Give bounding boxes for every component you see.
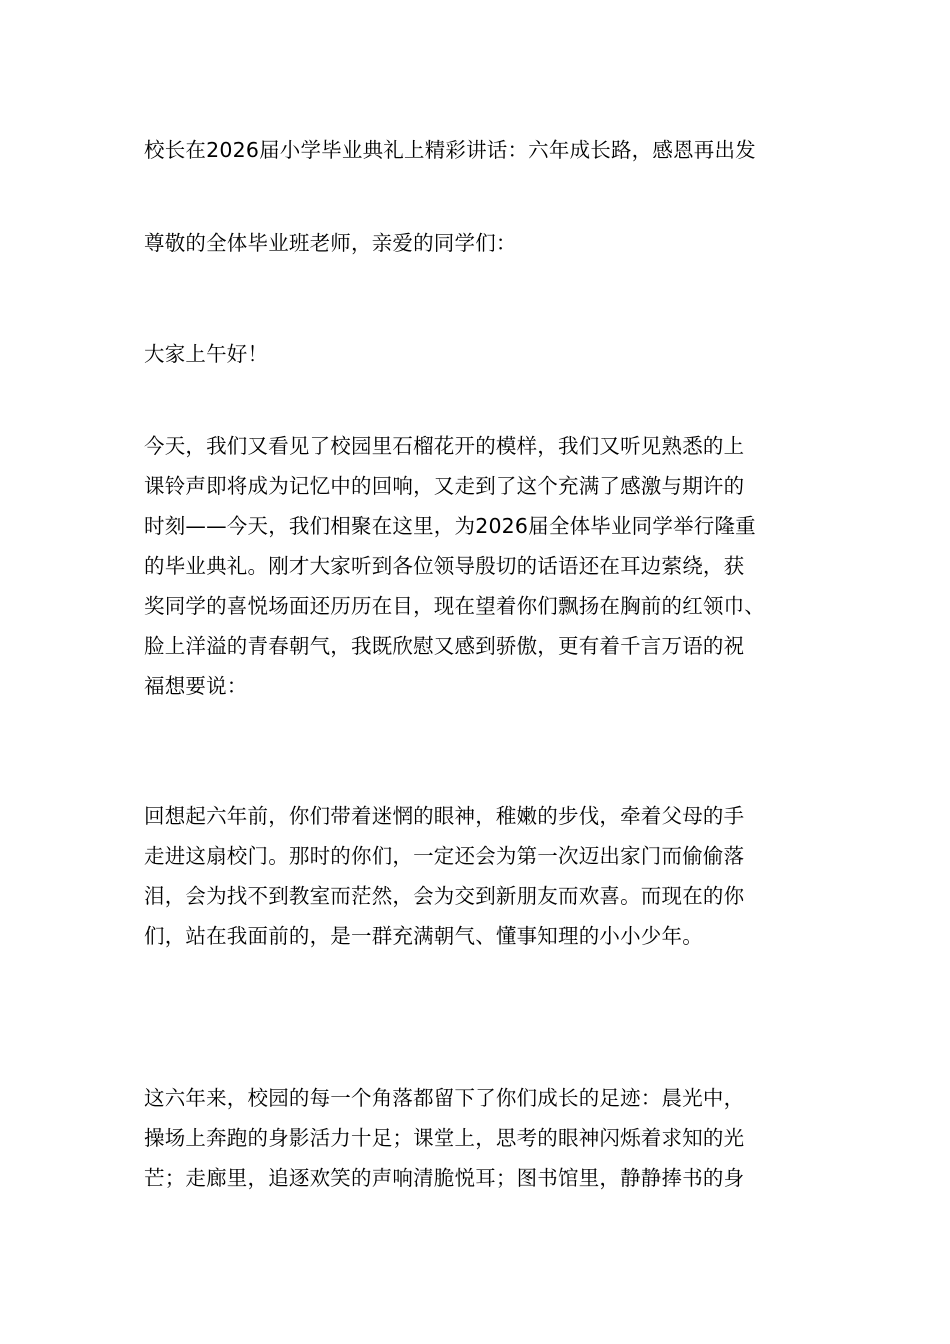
greeting-text: 大家上午好！ — [144, 342, 269, 366]
paragraph-line: 回想起六年前，你们带着迷惘的眼神，稚嫩的步伐，牵着父母的手 — [144, 804, 745, 828]
paragraph-line: 们，站在我面前的，是一群充满朝气、懂事知理的小小少年。 — [144, 924, 703, 948]
paragraph-line: 泪，会为找不到教室而茫然，会为交到新朋友而欢喜。而现在的你 — [144, 884, 745, 908]
paragraph-line: 的毕业典礼。刚才大家听到各位领导殷切的话语还在耳边萦绕，获 — [144, 554, 745, 578]
paragraph-line: 操场上奔跑的身影活力十足；课堂上，思考的眼神闪烁着求知的光 — [144, 1126, 745, 1150]
salutation-text: 尊敬的全体毕业班老师，亲爱的同学们： — [144, 231, 517, 255]
greeting — [144, 334, 809, 374]
paragraph-line: 奖同学的喜悦场面还历历在目，现在望着你们飘扬在胸前的红领巾、 — [144, 594, 765, 618]
paragraph-1 — [144, 426, 809, 706]
document-title — [144, 130, 809, 170]
paragraph-line: 脸上洋溢的青春朝气，我既欣慰又感到骄傲，更有着千言万语的祝 — [144, 634, 745, 658]
title-text: 校长在2026届小学毕业典礼上精彩讲话：六年成长路，感恩再出发 — [144, 138, 756, 162]
salutation — [144, 223, 809, 263]
paragraph-line: 福想要说： — [144, 674, 248, 698]
paragraph-line: 走进这扇校门。那时的你们，一定还会为第一次迈出家门而偷偷落 — [144, 844, 745, 868]
paragraph-line: 课铃声即将成为记忆中的回响，又走到了这个充满了感激与期许的 — [144, 474, 745, 498]
paragraph-line: 今天，我们又看见了校园里石榴花开的模样，我们又听见熟悉的上 — [144, 434, 745, 458]
paragraph-3 — [144, 1078, 809, 1198]
paragraph-line: 这六年来，校园的每一个角落都留下了你们成长的足迹：晨光中， — [144, 1086, 745, 1110]
paragraph-line: 芒；走廊里，追逐欢笑的声响清脆悦耳；图书馆里，静静捧书的身 — [144, 1166, 745, 1190]
paragraph-2 — [144, 796, 809, 956]
paragraph-line: 时刻——今天，我们相聚在这里，为2026届全体毕业同学举行隆重 — [144, 514, 756, 538]
